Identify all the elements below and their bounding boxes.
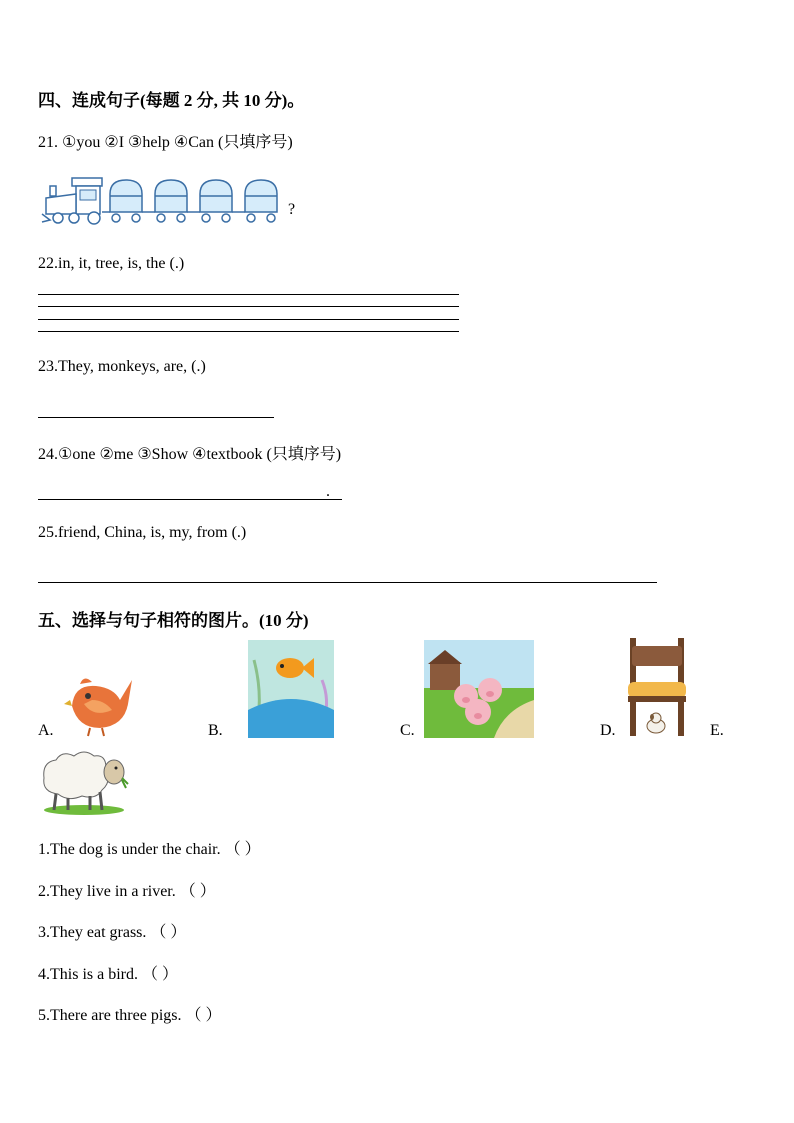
section-4-heading: 四、连成句子(每题 2 分, 共 10 分)。 — [38, 91, 305, 110]
question-24: 24.①one ②me ③Show ④textbook (只填序号) — [38, 446, 342, 463]
answer-line — [38, 319, 459, 320]
answer-line — [38, 582, 657, 583]
match-question-1: 1.The dog is under the chair. （ ） — [38, 841, 261, 858]
answer-line — [38, 294, 459, 295]
question-23: 23.They, monkeys, are, (.) — [38, 358, 206, 375]
fish-picture — [248, 640, 334, 738]
match-question-2: 2.They live in a river. （ ） — [38, 883, 216, 900]
answer-line — [38, 331, 459, 332]
option-c-label: C. — [400, 722, 415, 739]
question-25: 25.friend, China, is, my, from (.) — [38, 524, 247, 541]
section-5-heading: 五、选择与句子相符的图片。(10 分) — [38, 611, 309, 630]
option-a-label: A. — [38, 722, 54, 739]
answer-line — [38, 417, 274, 418]
match-question-5: 5.There are three pigs. （ ） — [38, 1007, 222, 1024]
pigs-picture — [424, 640, 534, 738]
bird-picture — [64, 670, 134, 736]
option-e-label: E. — [710, 722, 724, 739]
match-question-3: 3.They eat grass. （ ） — [38, 924, 187, 941]
chair-dog-picture — [626, 638, 688, 738]
option-b-label: B. — [208, 722, 223, 739]
answer-line — [38, 306, 459, 307]
sheep-picture — [38, 748, 130, 816]
answer-period: . — [326, 483, 330, 500]
match-question-4: 4.This is a bird. （ ） — [38, 966, 178, 983]
answer-line — [38, 499, 342, 500]
question-21: 21. ①you ②I ③help ④Can (只填序号) — [38, 134, 293, 151]
train-picture — [40, 176, 300, 230]
option-d-label: D. — [600, 722, 616, 739]
question-22: 22.in, it, tree, is, the (.) — [38, 255, 185, 272]
train-question-mark: ? — [288, 201, 296, 218]
